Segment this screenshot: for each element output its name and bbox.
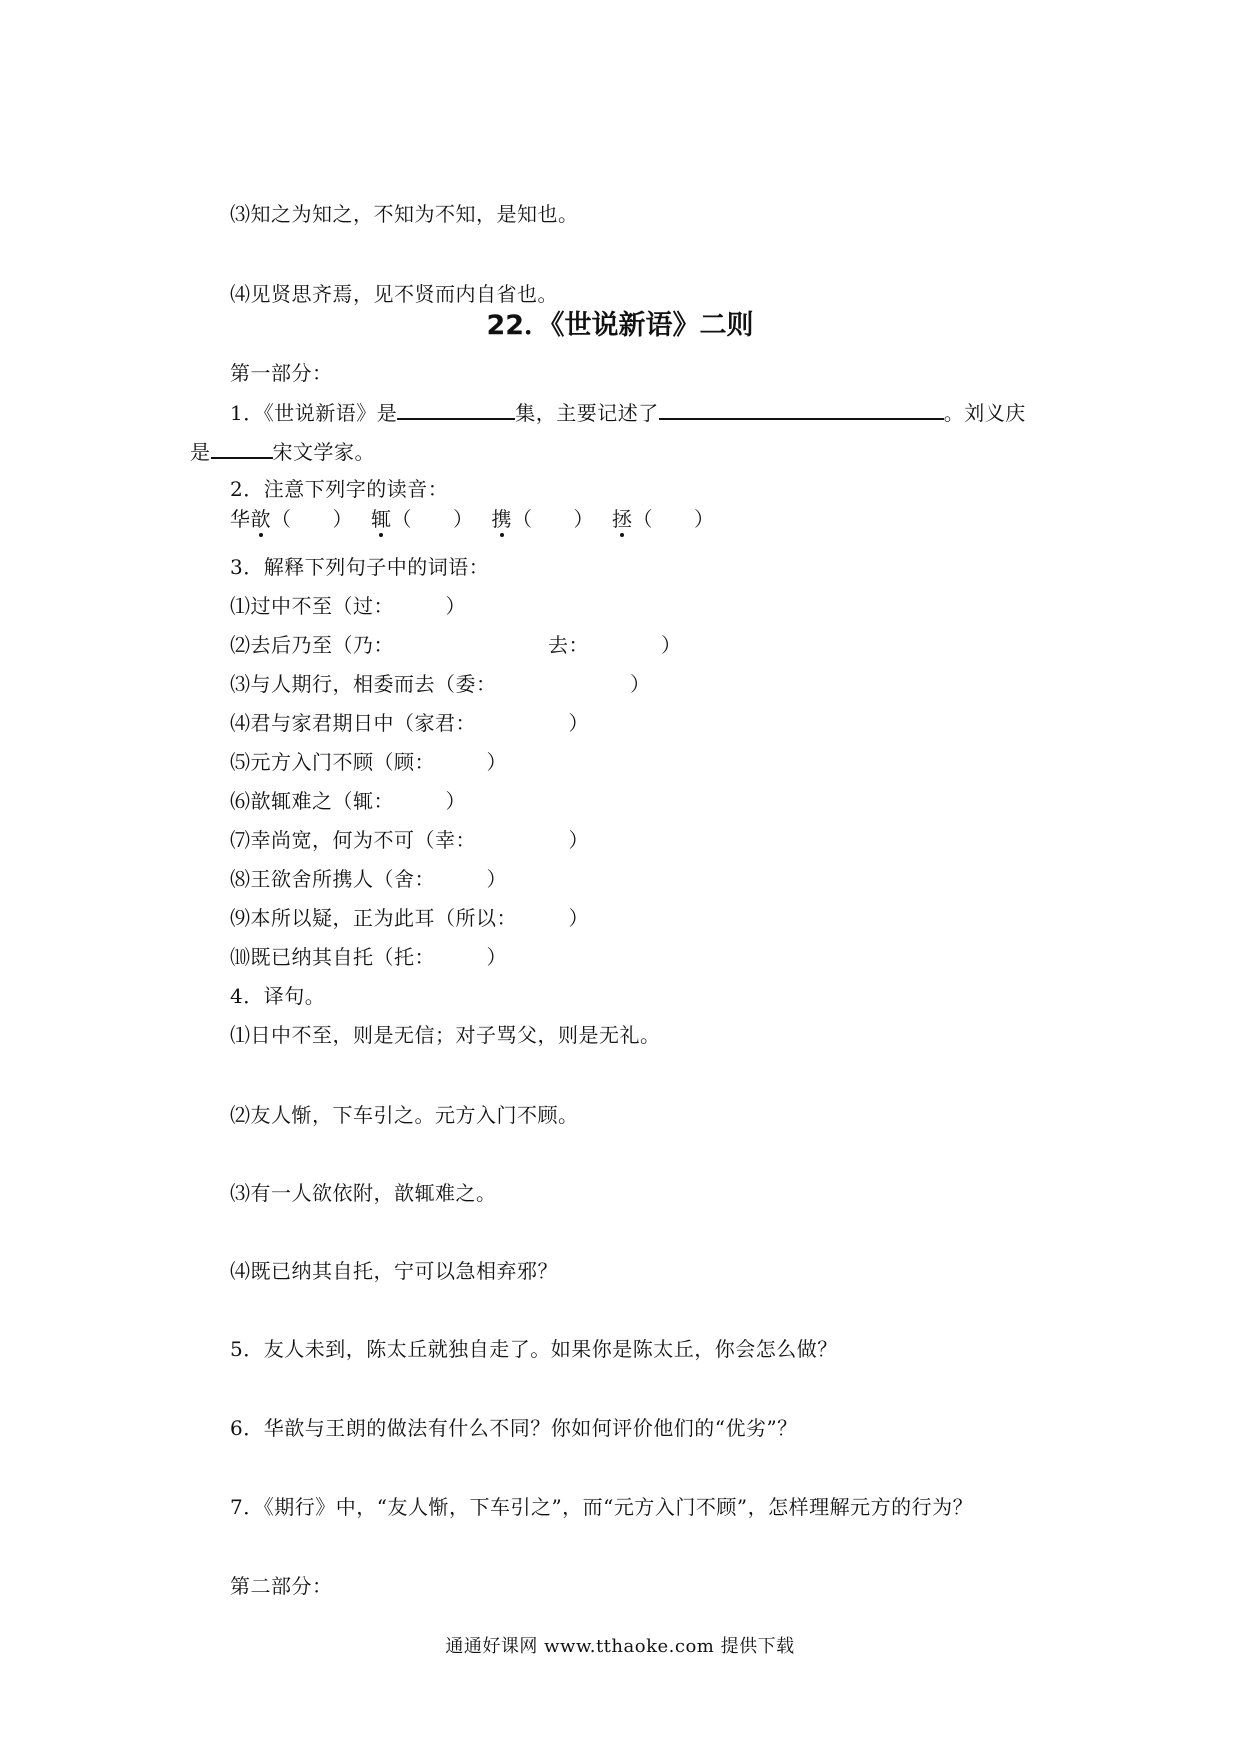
question-5: 5．友人未到，陈太丘就独自走了。如果你是陈太丘，你会怎么做？ (230, 1337, 838, 1361)
q3-item-10: ⑽既已纳其自托（托： ） (230, 945, 507, 969)
q2-item-2-paren: （ ） (391, 507, 474, 531)
q1-blank-3[interactable] (211, 439, 273, 459)
q1-text-a: 1．《世说新语》是 (230, 401, 398, 425)
question-7: 7．《期行》中，“友人惭，下车引之”，而“元方入门不顾”，怎样理解元方的行为？ (230, 1495, 974, 1519)
q2-item-4-paren: （ ） (632, 507, 715, 531)
q3-item-1: ⑴过中不至（过： ） (230, 594, 466, 618)
question-1-line-1 (230, 400, 1026, 425)
q3-item-7: ⑺幸尚宽，何为不可（幸： ） (230, 828, 589, 852)
q3-item-2: ⑵去后乃至（乃： 去： ） (230, 633, 682, 657)
q3-item-4: ⑷君与家君期日中（家君： ） (230, 711, 589, 735)
question-1-line-2 (190, 439, 375, 464)
q3-item-8: ⑻王欲舍所携人（舍： ） (230, 867, 507, 891)
q3-item-6: ⑹歆辄难之（辄： ） (230, 789, 466, 813)
q1-text-b: 集，主要记述了 (515, 401, 659, 425)
q2-item-3-char: 携 (491, 507, 512, 531)
q2-item-1-paren: （ ） (271, 507, 353, 531)
top-item-3: ⑶知之为知之，不知为不知，是知也。 (230, 202, 579, 226)
q1-blank-2[interactable] (659, 400, 944, 420)
q2-item-4-char: 拯 (612, 507, 633, 531)
q1-blank-1[interactable] (397, 400, 515, 420)
q2-item-1-pre: 华 (230, 507, 251, 531)
q2-item-3 (492, 507, 595, 531)
q2-item-2-char: 辄 (371, 507, 392, 531)
question-2-prompt: 2．注意下列字的读音： (230, 477, 449, 501)
q4-item-2: ⑵友人惭，下车引之。元方入门不顾。 (230, 1103, 579, 1127)
q1-text-e: 宋文学家。 (272, 440, 375, 464)
q2-item-2 (371, 507, 474, 531)
q1-text-d: 是 (190, 440, 211, 464)
q2-item-3-paren: （ ） (512, 507, 594, 531)
q2-item-1-char: 歆 (250, 507, 271, 531)
question-3-prompt: 3．解释下列句子中的词语： (230, 555, 490, 579)
part2-heading: 第二部分： (230, 1574, 333, 1598)
q4-item-4: ⑷既已纳其自托，宁可以急相弃邪？ (230, 1259, 558, 1283)
question-6: 6．华歆与王朗的做法有什么不同？你如何评价他们的“优劣”？ (230, 1416, 798, 1440)
q3-item-5: ⑸元方入门不顾（顾： ） (230, 750, 507, 774)
question-2-items (230, 507, 715, 531)
q3-item-3: ⑶与人期行，相委而去（委： ） (230, 672, 651, 696)
page-footer: 通通好课网 www.tthaoke.com 提供下载 (445, 1636, 795, 1657)
q1-text-c: 。刘义庆 (943, 401, 1026, 425)
q2-item-1 (230, 507, 353, 531)
q3-item-9: ⑼本所以疑，正为此耳（所以： ） (230, 906, 589, 930)
top-item-4: ⑷见贤思齐焉，见不贤而内自省也。 (230, 282, 558, 306)
page-title: 22．《世说新语》二则 (486, 310, 754, 341)
q4-item-3: ⑶有一人欲依附，歆辄难之。 (230, 1181, 497, 1205)
q4-item-1: ⑴日中不至，则是无信；对子骂父，则是无礼。 (230, 1023, 661, 1047)
part1-heading: 第一部分： (230, 361, 333, 385)
q2-item-4 (612, 507, 715, 531)
question-4-prompt: 4．译句。 (230, 984, 326, 1008)
